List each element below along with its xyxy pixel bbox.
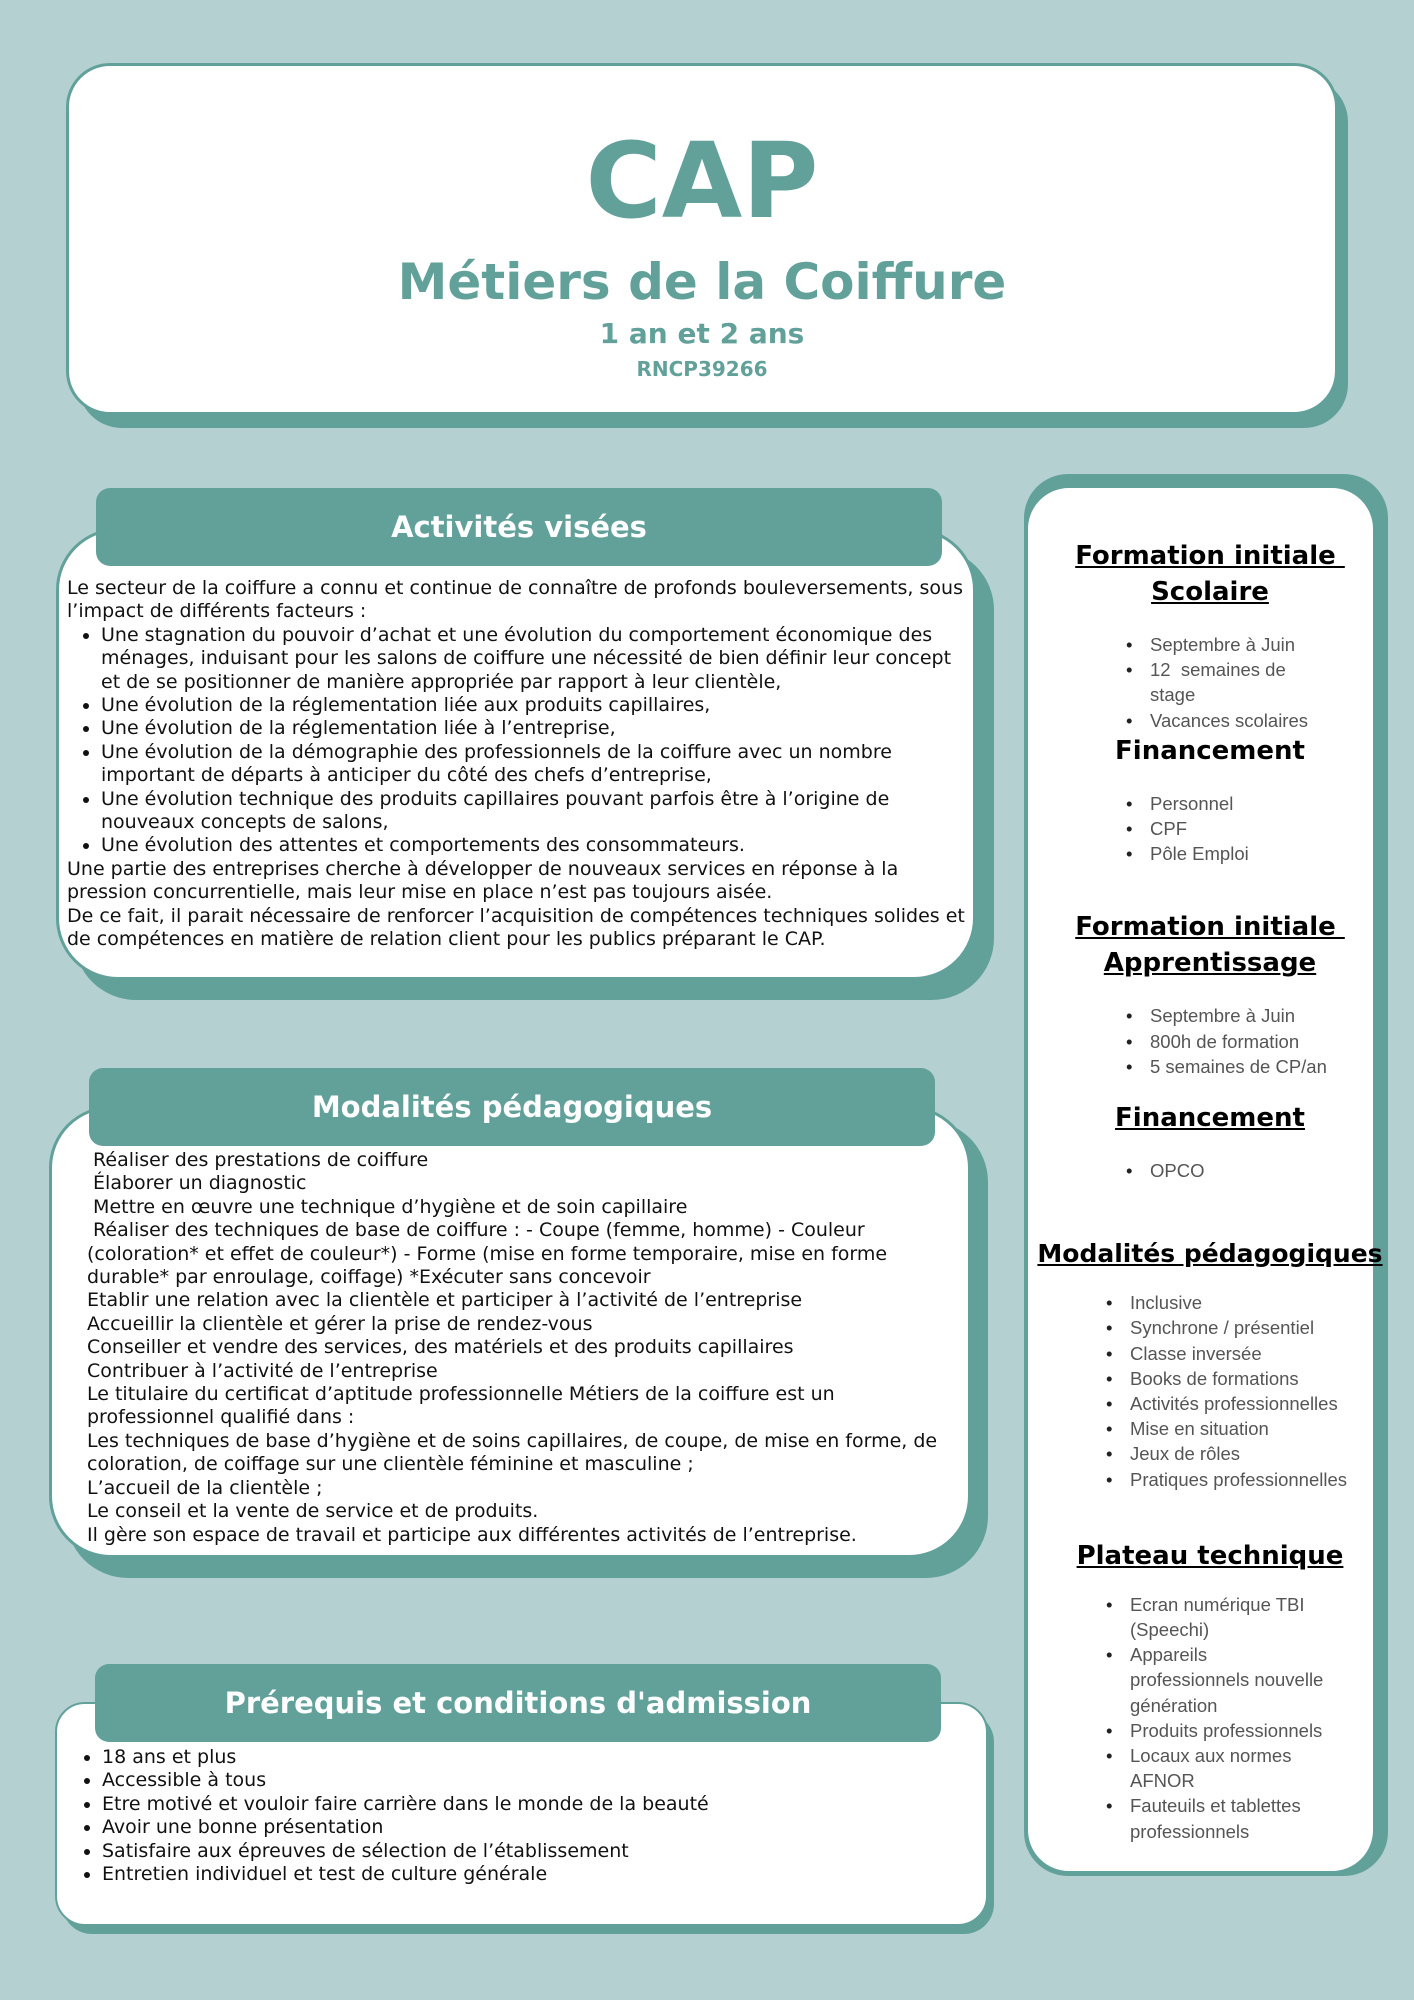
list-item: • Ecran numérique TBI (Speechi) [1100, 1592, 1330, 1642]
modalites-line: Élaborer un diagnostic [87, 1172, 307, 1195]
activites-body [67, 577, 969, 952]
page-subtitle: Métiers de la Coiffure [397, 253, 1007, 311]
modalites-body [87, 1149, 963, 1547]
apprentissage-heading-line1: Formation initiale [1075, 912, 1345, 943]
list-item: • Une évolution de la réglementation liée à l’entreprise, [101, 717, 969, 740]
page-title: CAP [585, 120, 819, 242]
modalites-line: Les techniques de base d’hygiène et de soins capillaires, de coupe, de mise en forme, de coloration, de coiffage sur une clientèle féminine et masculine ; [87, 1429, 938, 1476]
financement-section-2 [1030, 1100, 1390, 1183]
modalites-line: Etablir une relation avec la clientèle et participer à l’activité de l’entreprise [87, 1289, 803, 1312]
apprentissage-heading-line2: Apprentissage [1103, 948, 1317, 979]
list-item: • Fauteuils et tablettes professionnels [1100, 1793, 1330, 1843]
list-item: • Books de formations [1100, 1366, 1390, 1391]
list-item: • Septembre à Juin [1120, 1003, 1390, 1028]
sidebar-modalites-list [1100, 1290, 1390, 1492]
list-item: • Une évolution des attentes et comportements des consommateurs. [101, 834, 969, 857]
list-item: • Activités professionnelles [1100, 1391, 1390, 1416]
list-item: • Mise en situation [1100, 1416, 1390, 1441]
financement-heading: Financement [1115, 735, 1305, 766]
modalites-line: Le titulaire du certificat d’aptitude professionnelle Métiers de la coiffure est un professionnel qualifié dans : [87, 1383, 835, 1429]
plateau-heading: Plateau technique [1076, 1540, 1344, 1571]
financement-list [1120, 791, 1390, 867]
list-item: • Inclusive [1100, 1290, 1390, 1315]
activites-intro: Le secteur de la coiffure a connu et continue de connaître de profonds bouleversements, sous l’impact de différents facteurs : [67, 577, 963, 623]
modalites-heading: Modalités pédagogiques [89, 1068, 935, 1146]
list-item: • Une évolution de la démographie des professionnels de la coiffure avec un nombre important de départs à anticiper du côté des chefs d’entreprise, [101, 741, 969, 788]
sidebar-modalites-heading: Modalités pédagogiques [1037, 1239, 1383, 1269]
list-item: • Septembre à Juin [1120, 632, 1300, 657]
list-item: • Synchrone / présentiel [1100, 1315, 1390, 1340]
list-item: • Satisfaire aux épreuves de sélection de l’établissement [102, 1840, 968, 1863]
list-item: • 12 semaines de stage [1120, 657, 1300, 707]
modalites-line: Accueillir la clientèle et gérer la prise de rendez-vous [87, 1312, 593, 1335]
list-item: • Classe inversée [1100, 1341, 1390, 1366]
header-card [66, 63, 1338, 415]
apprentissage-section [1030, 909, 1390, 1079]
activites-paragraph: De ce fait, il parait nécessaire de renforcer l’acquisition de compétences techniques solides et de compétences en matière de relation client pour les publics préparant le CAP. [67, 904, 965, 951]
list-item: • Locaux aux normes AFNOR [1100, 1743, 1330, 1793]
list-item: • Pôle Emploi [1120, 841, 1390, 866]
modalites-line: Il gère son espace de travail et participe aux différentes activités de l’entreprise. [87, 1523, 857, 1546]
financement-heading: Financement [1115, 1103, 1305, 1134]
modalites-line: Réaliser des techniques de base de coiffure : - Coupe (femme, homme) - Couleur (coloration* et effet de couleur*) - Forme (mise en forme temporaire, mise en forme durable* par enroulage, coiffage) *Exécuter sans concevoir [87, 1219, 894, 1289]
list-item: • Avoir une bonne présentation [102, 1816, 968, 1839]
activites-paragraph: Une partie des entreprises cherche à développer de nouveaux services en réponse à la pression concurrentielle, mais leur mise en place n’est pas toujours aisée. [67, 857, 899, 904]
modalites-line: Conseiller et vendre des services, des matériels et des produits capillaires [87, 1336, 794, 1359]
modalites-line: Contribuer à l’activité de l’entreprise [87, 1359, 438, 1382]
list-item: • Etre motivé et vouloir faire carrière dans le monde de la beauté [102, 1793, 968, 1816]
modalites-line: Le conseil et la vente de service et de produits. [87, 1500, 539, 1523]
list-item: • 18 ans et plus [102, 1746, 968, 1769]
financement-list [1120, 1158, 1390, 1183]
duration: 1 an et 2 ans [599, 317, 805, 350]
apprentissage-list [1120, 1003, 1390, 1079]
scolaire-heading-line2: Scolaire [1151, 577, 1269, 607]
scolaire-heading-line1: Formation initiale [1075, 541, 1345, 571]
list-item: • Jeux de rôles [1100, 1441, 1390, 1466]
list-item: • Appareils professionnels nouvelle génération [1100, 1642, 1330, 1718]
prerequis-heading: Prérequis et conditions d'admission [95, 1664, 941, 1742]
list-item: • Une évolution technique des produits capillaires pouvant parfois être à l’origine de nouveaux concepts de salons, [101, 788, 969, 835]
list-item: • CPF [1120, 816, 1390, 841]
list-item: • Personnel [1120, 791, 1390, 816]
list-item: • Pratiques professionnelles [1100, 1467, 1390, 1492]
modalites-line: Réaliser des prestations de coiffure [87, 1149, 429, 1171]
list-item: • Accessible à tous [102, 1769, 968, 1792]
list-item: • OPCO [1120, 1158, 1390, 1183]
modalites-line: L’accueil de la clientèle ; [87, 1476, 323, 1499]
sidebar-content [1030, 538, 1390, 1844]
activites-heading: Activités visées [96, 488, 942, 566]
list-item: • Une stagnation du pouvoir d’achat et une évolution du comportement économique des ménages, induisant pour les salons de coiffure une nécessité de bien définir leur concept et de se positionner de manière appropriée par rapport à leur clientèle, [101, 624, 969, 694]
sidebar-modalites-section [1030, 1236, 1390, 1492]
plateau-section [1030, 1538, 1390, 1844]
list-item: • Une évolution de la réglementation liée aux produits capillaires, [101, 694, 969, 717]
modalites-line: Mettre en œuvre une technique d’hygiène et de soin capillaire [87, 1195, 688, 1218]
activites-list [67, 624, 969, 858]
prerequis-list [68, 1746, 968, 1886]
list-item: • Vacances scolaires [1120, 708, 1300, 733]
plateau-list [1100, 1592, 1330, 1844]
rncp-code: RNCP39266 [636, 357, 768, 381]
list-item: • Entretien individuel et test de culture générale [102, 1863, 968, 1886]
scolaire-list [1120, 632, 1309, 733]
list-item: • Produits professionnels [1100, 1718, 1330, 1743]
prerequis-body [68, 1746, 968, 1886]
scolaire-section [1030, 538, 1390, 733]
list-item: • 5 semaines de CP/an [1120, 1054, 1390, 1079]
financement-section-1 [1030, 733, 1390, 867]
list-item: • 800h de formation [1120, 1029, 1390, 1054]
